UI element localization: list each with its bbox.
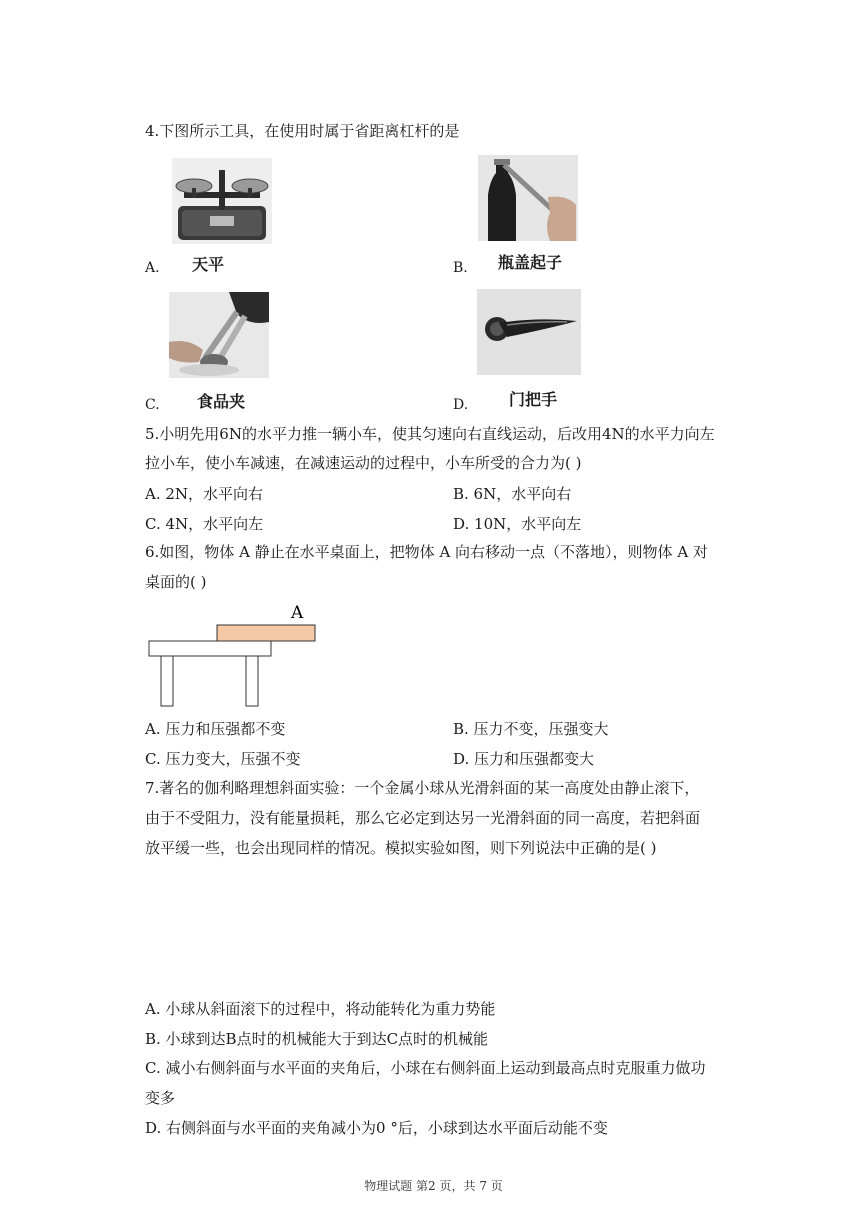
page-footer: 物理试题 第2 页，共 7 页 [364,1179,503,1193]
q5-option-c: C. 4N，水平向左 [145,515,264,533]
q7-option-c-line2: 变多 [145,1089,176,1107]
q6-line1: 6.如图，物体 A 静止在水平桌面上，把物体 A 向右移动一点（不落地），则物体 A 对 [145,543,708,561]
q4-option-d-caption: 门把手 [509,390,558,409]
q6-line2: 桌面的( ) [145,573,207,591]
q5-line1: 5.小明先用6N的水平力推一辆小车，使其匀速向右直线运动，后改用4N的水平力向左 [145,425,715,443]
q7-line2: 由于不受阻力，没有能量损耗，那么它必定到达另一光滑斜面的同一高度，若把斜面 [145,809,701,827]
q4-option-c-letter: C. [145,397,160,413]
q4-option-d-letter: D. [453,397,469,413]
q7-line3: 放平缓一些，也会出现同样的情况。模拟实验如图，则下列说法中正确的是( ) [145,839,657,857]
q4-option-a-caption: 天平 [192,255,225,274]
q4-option-c-caption: 食品夹 [197,392,246,411]
q4-stem: 4.下图所示工具，在使用时属于省距离杠杆的是 [145,122,460,140]
bottle-opener-icon [478,155,578,241]
q5-option-d: D. 10N，水平向左 [453,515,582,533]
q7-option-c-line1: C. 减小右侧斜面与水平面的夹角后，小球在右侧斜面上运动到最高点时克服重力做功 [145,1059,706,1077]
block-a [217,625,315,641]
block-label: A [291,603,304,623]
q5-line2: 拉小车，使小车减速，在减速运动的过程中，小车所受的合力为( ) [145,454,582,472]
table-top [149,641,271,656]
table-leg-right [246,656,258,706]
q7-option-a: A. 小球从斜面滚下的过程中，将动能转化为重力势能 [145,1000,496,1018]
balance-scale-icon [172,158,272,244]
q7-line1: 7.著名的伽利略理想斜面实验：一个金属小球从光滑斜面的某一高度处由静止滚下， [145,779,700,797]
q6-option-b: B. 压力不变，压强变大 [453,720,609,738]
q4-option-a-letter: A. [145,260,160,276]
table-leg-left [161,656,173,706]
q6-option-d: D. 压力和压强都变大 [453,750,595,768]
q6-option-c: C. 压力变大，压强不变 [145,750,301,768]
food-tongs-icon [169,292,269,378]
door-handle-icon [477,289,581,375]
q5-option-a: A. 2N，水平向右 [145,485,264,503]
table-block-figure [145,598,325,710]
q7-option-b: B. 小球到达B点时的机械能大于到达C点时的机械能 [145,1030,489,1048]
q4-option-b-letter: B. [453,260,468,276]
q7-option-d: D. 右侧斜面与水平面的夹角减小为0 °后，小球到达水平面后动能不变 [145,1119,608,1137]
q4-option-b-caption: 瓶盖起子 [498,253,563,272]
q6-option-a: A. 压力和压强都不变 [145,720,286,738]
q5-option-b: B. 6N，水平向右 [453,485,572,503]
